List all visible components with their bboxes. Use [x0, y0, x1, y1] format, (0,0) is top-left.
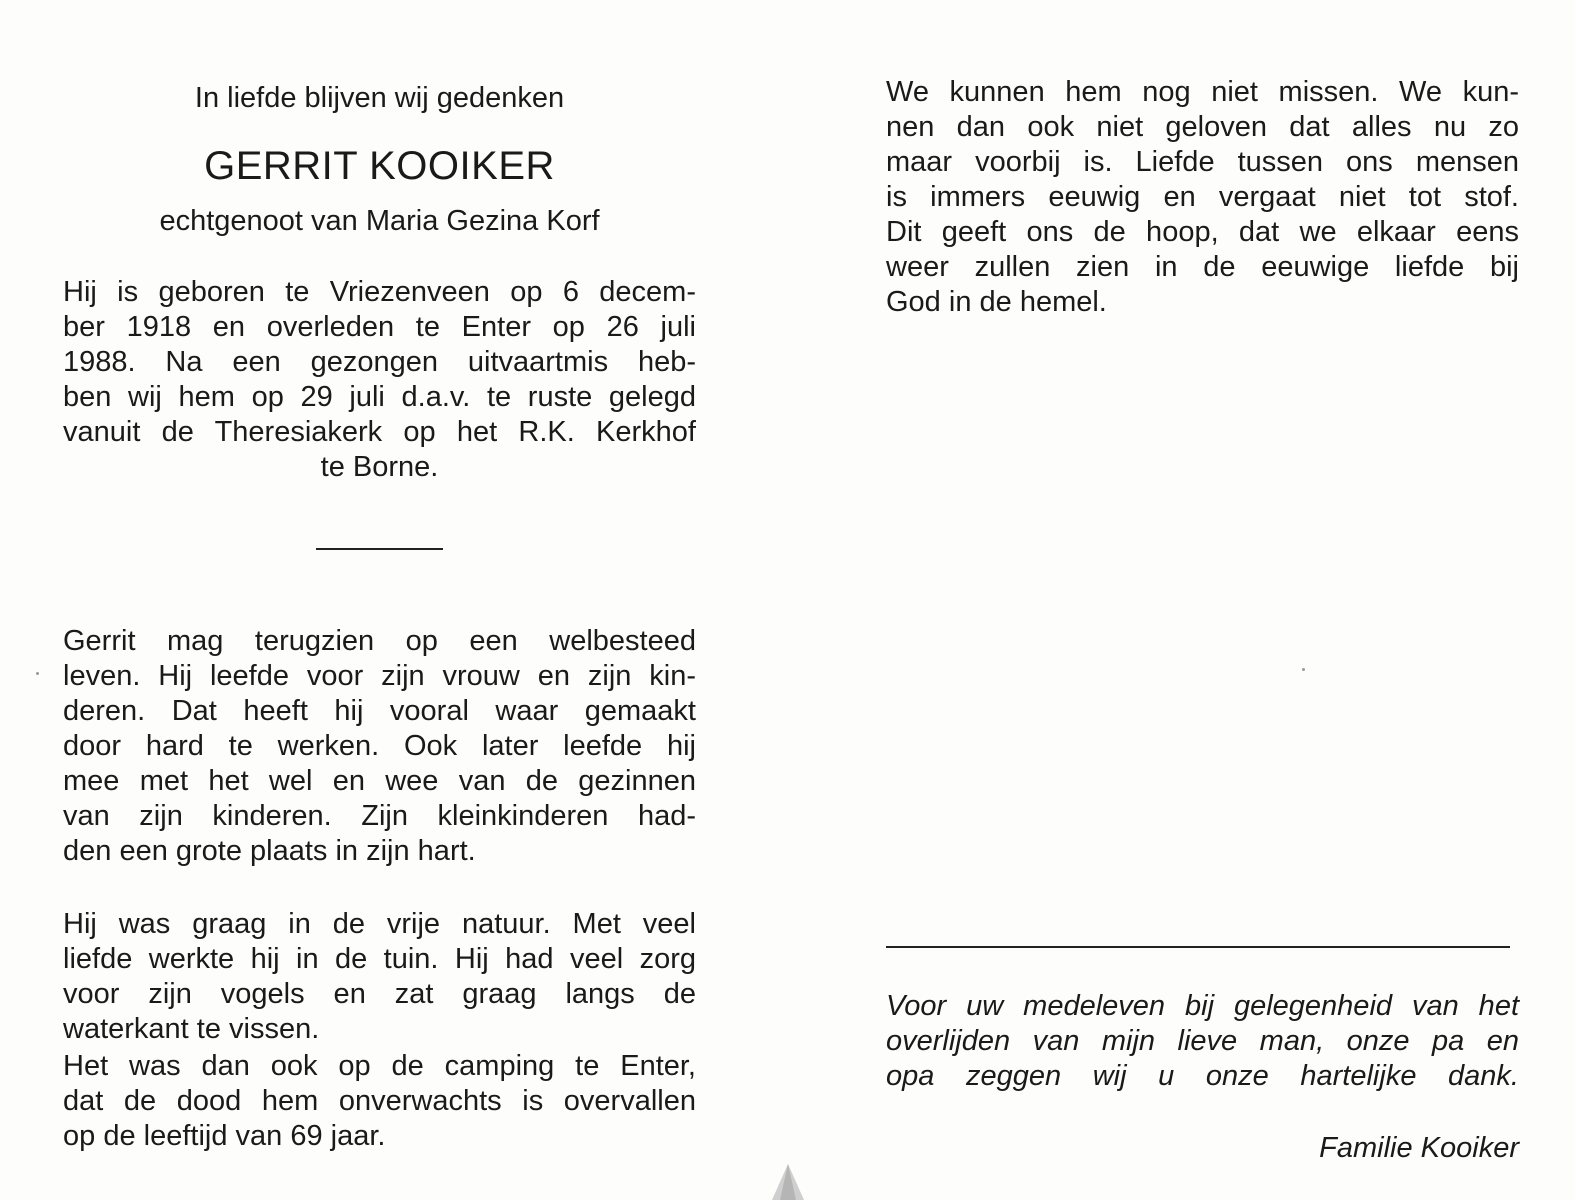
life-line: door hard te werken. Ook later leefde hij [63, 730, 696, 762]
reflection-paragraph [886, 75, 1519, 320]
life-line: Gerrit mag terugzien op een welbesteed [63, 625, 696, 657]
birth-line: Hij is geboren te Vriezenveen op 6 decem- [63, 276, 696, 308]
reflection-line: is immers eeuwig en vergaat niet tot stof. [886, 181, 1519, 213]
nature-line: Hij was graag in de vrije natuur. Met veel [63, 908, 696, 940]
reflection-line: nen dan ook niet geloven dat alles nu zo [886, 111, 1519, 143]
reflection-line: God in de hemel. [886, 286, 1107, 318]
birth-line: ber 1918 en overleden te Enter op 26 juli [63, 311, 696, 343]
birth-line: vanuit de Theresiakerk op het R.K. Kerkhof [63, 416, 696, 448]
section-divider [316, 548, 443, 550]
ornament-icon [768, 1162, 808, 1200]
reflection-line: Dit geeft ons de hoop, dat we elkaar eens [886, 216, 1519, 248]
reflection-line: We kunnen hem nog niet missen. We kun- [886, 76, 1519, 108]
birth-line: ben wij hem op 29 juli d.a.v. te ruste gelegd [63, 381, 696, 413]
deceased-name: GERRIT KOOIKER [204, 144, 555, 188]
nature-line: voor zijn vogels en zat graag langs de [63, 978, 696, 1010]
birth-paragraph [63, 275, 696, 485]
reflection-line: maar voorbij is. Liefde tussen ons mensen [886, 146, 1519, 178]
nature-paragraph [63, 907, 696, 1047]
thanks-line: overlijden van mijn lieve man, onze pa en [886, 1025, 1519, 1057]
intro-text: In liefde blijven wij gedenken [194, 82, 565, 114]
life-line: deren. Dat heeft hij vooral waar gemaakt [63, 695, 696, 727]
thanks-paragraph [886, 989, 1519, 1094]
life-line: mee met het wel en wee van de gezinnen [63, 765, 696, 797]
family-signature: Familie Kooiker [1319, 1132, 1519, 1164]
life-line: van zijn kinderen. Zijn kleinkinderen had- [63, 800, 696, 832]
camping-line: op de leeftijd van 69 jaar. [63, 1120, 386, 1152]
birth-line: te Borne. [320, 451, 439, 483]
nature-line: waterkant te vissen. [63, 1013, 320, 1045]
print-speck [36, 672, 39, 675]
reflection-line: weer zullen zien in de eeuwige liefde bij [886, 251, 1519, 283]
spouse-text: echtgenoot van Maria Gezina Korf [159, 205, 600, 237]
thanks-line: opa zeggen wij u onze hartelijke dank. [886, 1060, 1519, 1092]
nature-line: liefde werkte hij in de tuin. Hij had veel zorg [63, 943, 696, 975]
thanks-line: Voor uw medeleven bij gelegenheid van het [886, 990, 1519, 1022]
life-line: den een grote plaats in zijn hart. [63, 835, 476, 867]
camping-line: dat de dood hem onverwachts is overvallen [63, 1085, 696, 1117]
camping-paragraph [63, 1049, 696, 1154]
life-line: leven. Hij leefde voor zijn vrouw en zijn kin- [63, 660, 696, 692]
print-speck [1302, 668, 1305, 671]
camping-line: Het was dan ook op de camping te Enter, [63, 1050, 696, 1082]
thanks-divider [886, 946, 1510, 948]
life-paragraph [63, 624, 696, 869]
birth-line: 1988. Na een gezongen uitvaartmis heb- [63, 346, 696, 378]
